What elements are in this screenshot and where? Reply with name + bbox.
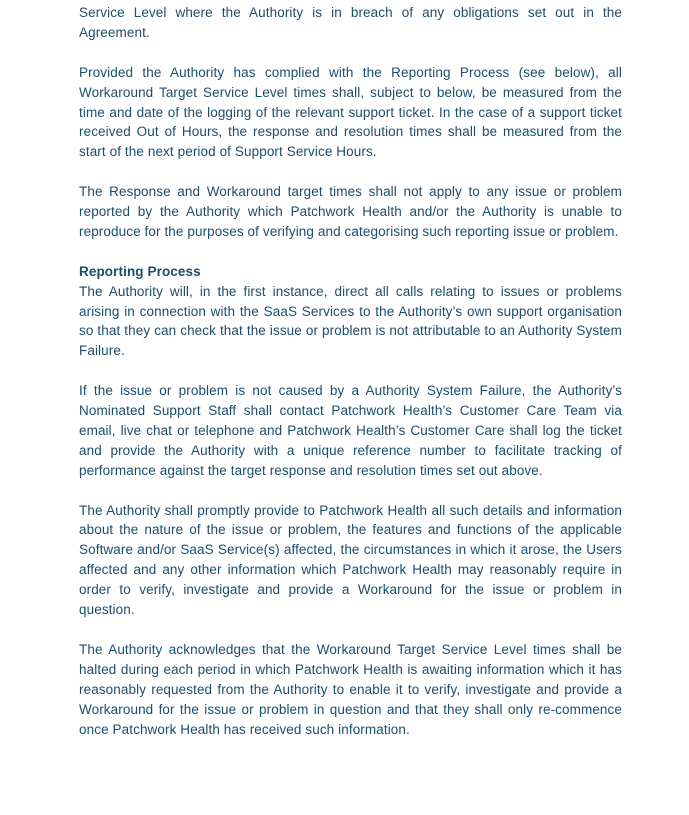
paragraph-response-workaround-exclusion: The Response and Workaround target times shall not apply to any issue or problem reported by the Authority which Patchwork Health and/or the Authority is unable to reproduce for the purposes of verifying and categorising such reporting issue or problem. [79, 184, 622, 239]
paragraph-service-level-continuation: Service Level where the Authority is in breach of any obligations set out in the Agreement. [79, 5, 622, 40]
paragraph-authority-provide-details: The Authority shall promptly provide to Patchwork Health all such details and information about the nature of the issue or problem, the features and functions of the applicable Software and/or SaaS Service(s) affected, the circumstances in which it arose, the Users affected and any other information which Patchwork Health may reasonably require in order to verify, investigate and provide a Workaround for the issue or problem in question. [79, 502, 622, 618]
paragraph-authority-first-instance: The Authority will, in the first instance, direct all calls relating to issues or problems arising in connection with the SaaS Services to the Authority’s own support organisation so that they can check that the issue or problem is not attributable to an Authority System Failure. [79, 283, 622, 359]
section-heading-reporting-process: Reporting Process [79, 263, 201, 279]
paragraph-times-halted-acknowledgement: The Authority acknowledges that the Workaround Target Service Level times shall be halted during each period in which Patchwork Health is awaiting information which it has reasonably requested from the Authority to enable it to verify, investigate and provide a Workaround for the issue or problem in question and that they shall only re-commence once Patchwork Health has received such information. [79, 641, 622, 737]
paragraph-reporting-process-compliance: Provided the Authority has complied with the Reporting Process (see below), all Workaround Target Service Level times shall, subject to below, be measured from the time and date of the logging of the relevant support ticket. In the case of a support ticket received Out of Hours, the response and resolution times shall be measured from the start of the next period of Support Service Hours. [79, 64, 622, 160]
paragraph-customer-care-contact: If the issue or problem is not caused by a Authority System Failure, the Authority’s Nominated Support Staff shall contact Patchwork Health’s Customer Care Team via email, live chat or telephone and Patchwork Health’s Customer Care shall log the ticket and provide the Authority with a unique reference number to facilitate tracking of performance against the target response and resolution times set out above. [79, 383, 622, 478]
